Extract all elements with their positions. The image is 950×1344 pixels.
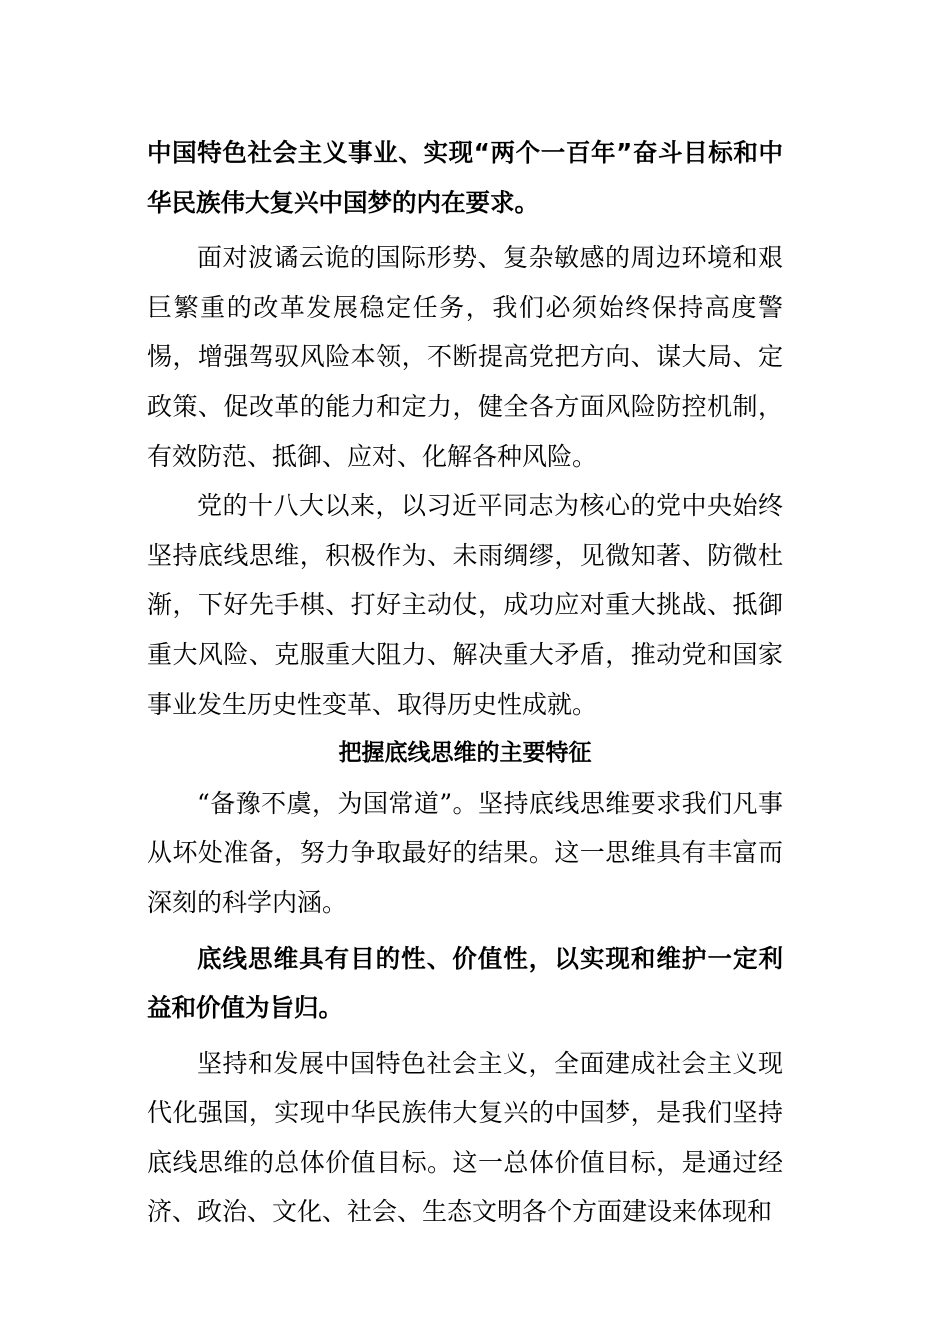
bold-paragraph-continuation: 中国特色社会主义事业、实现“两个一百年”奋斗目标和中华民族伟大复兴中国梦的内在要求。: [147, 138, 783, 217]
body-paragraph-risks: 面对波谲云诡的国际形势、复杂敏感的周边环境和艰巨繁重的改革发展稳定任务，我们必须始终保持高度警惕，增强驾驭风险本领，不断提高党把方向、谋大局、定政策、促改革的能力和定力，健全各方面风险防控机制，有效防范、抵御、应对、化解各种风险。: [147, 243, 783, 471]
bold-paragraph-purpose: 底线思维具有目的性、价值性，以实现和维护一定利益和价值为旨归。: [147, 943, 783, 1023]
section-heading: 把握底线思维的主要特征: [338, 740, 592, 767]
document-page: [147, 128, 783, 1237]
body-paragraph-eighteenth-congress: 党的十八大以来，以习近平同志为核心的党中央始终坚持底线思维，积极作为、未雨绸缪，见微知著、防微杜渐，下好先手棋、打好主动仗，成功应对重大挑战、抵御重大风险、克服重大阻力、解决重大矛盾，推动党和国家事业发生历史性变革、取得历史性成就。: [147, 491, 783, 719]
body-paragraph-value-goal: 坚持和发展中国特色社会主义，全面建成社会主义现代化强国，实现中华民族伟大复兴的中国梦，是我们坚持底线思维的总体价值目标。这一总体价值目标，是通过经济、政治、文化、社会、生态文明各个方面建设来体现和: [147, 1048, 783, 1227]
body-paragraph-preparedness: “备豫不虞，为国常道”。坚持底线思维要求我们凡事从坏处准备，努力争取最好的结果。这一思维具有丰富而深刻的科学内涵。: [147, 788, 783, 917]
